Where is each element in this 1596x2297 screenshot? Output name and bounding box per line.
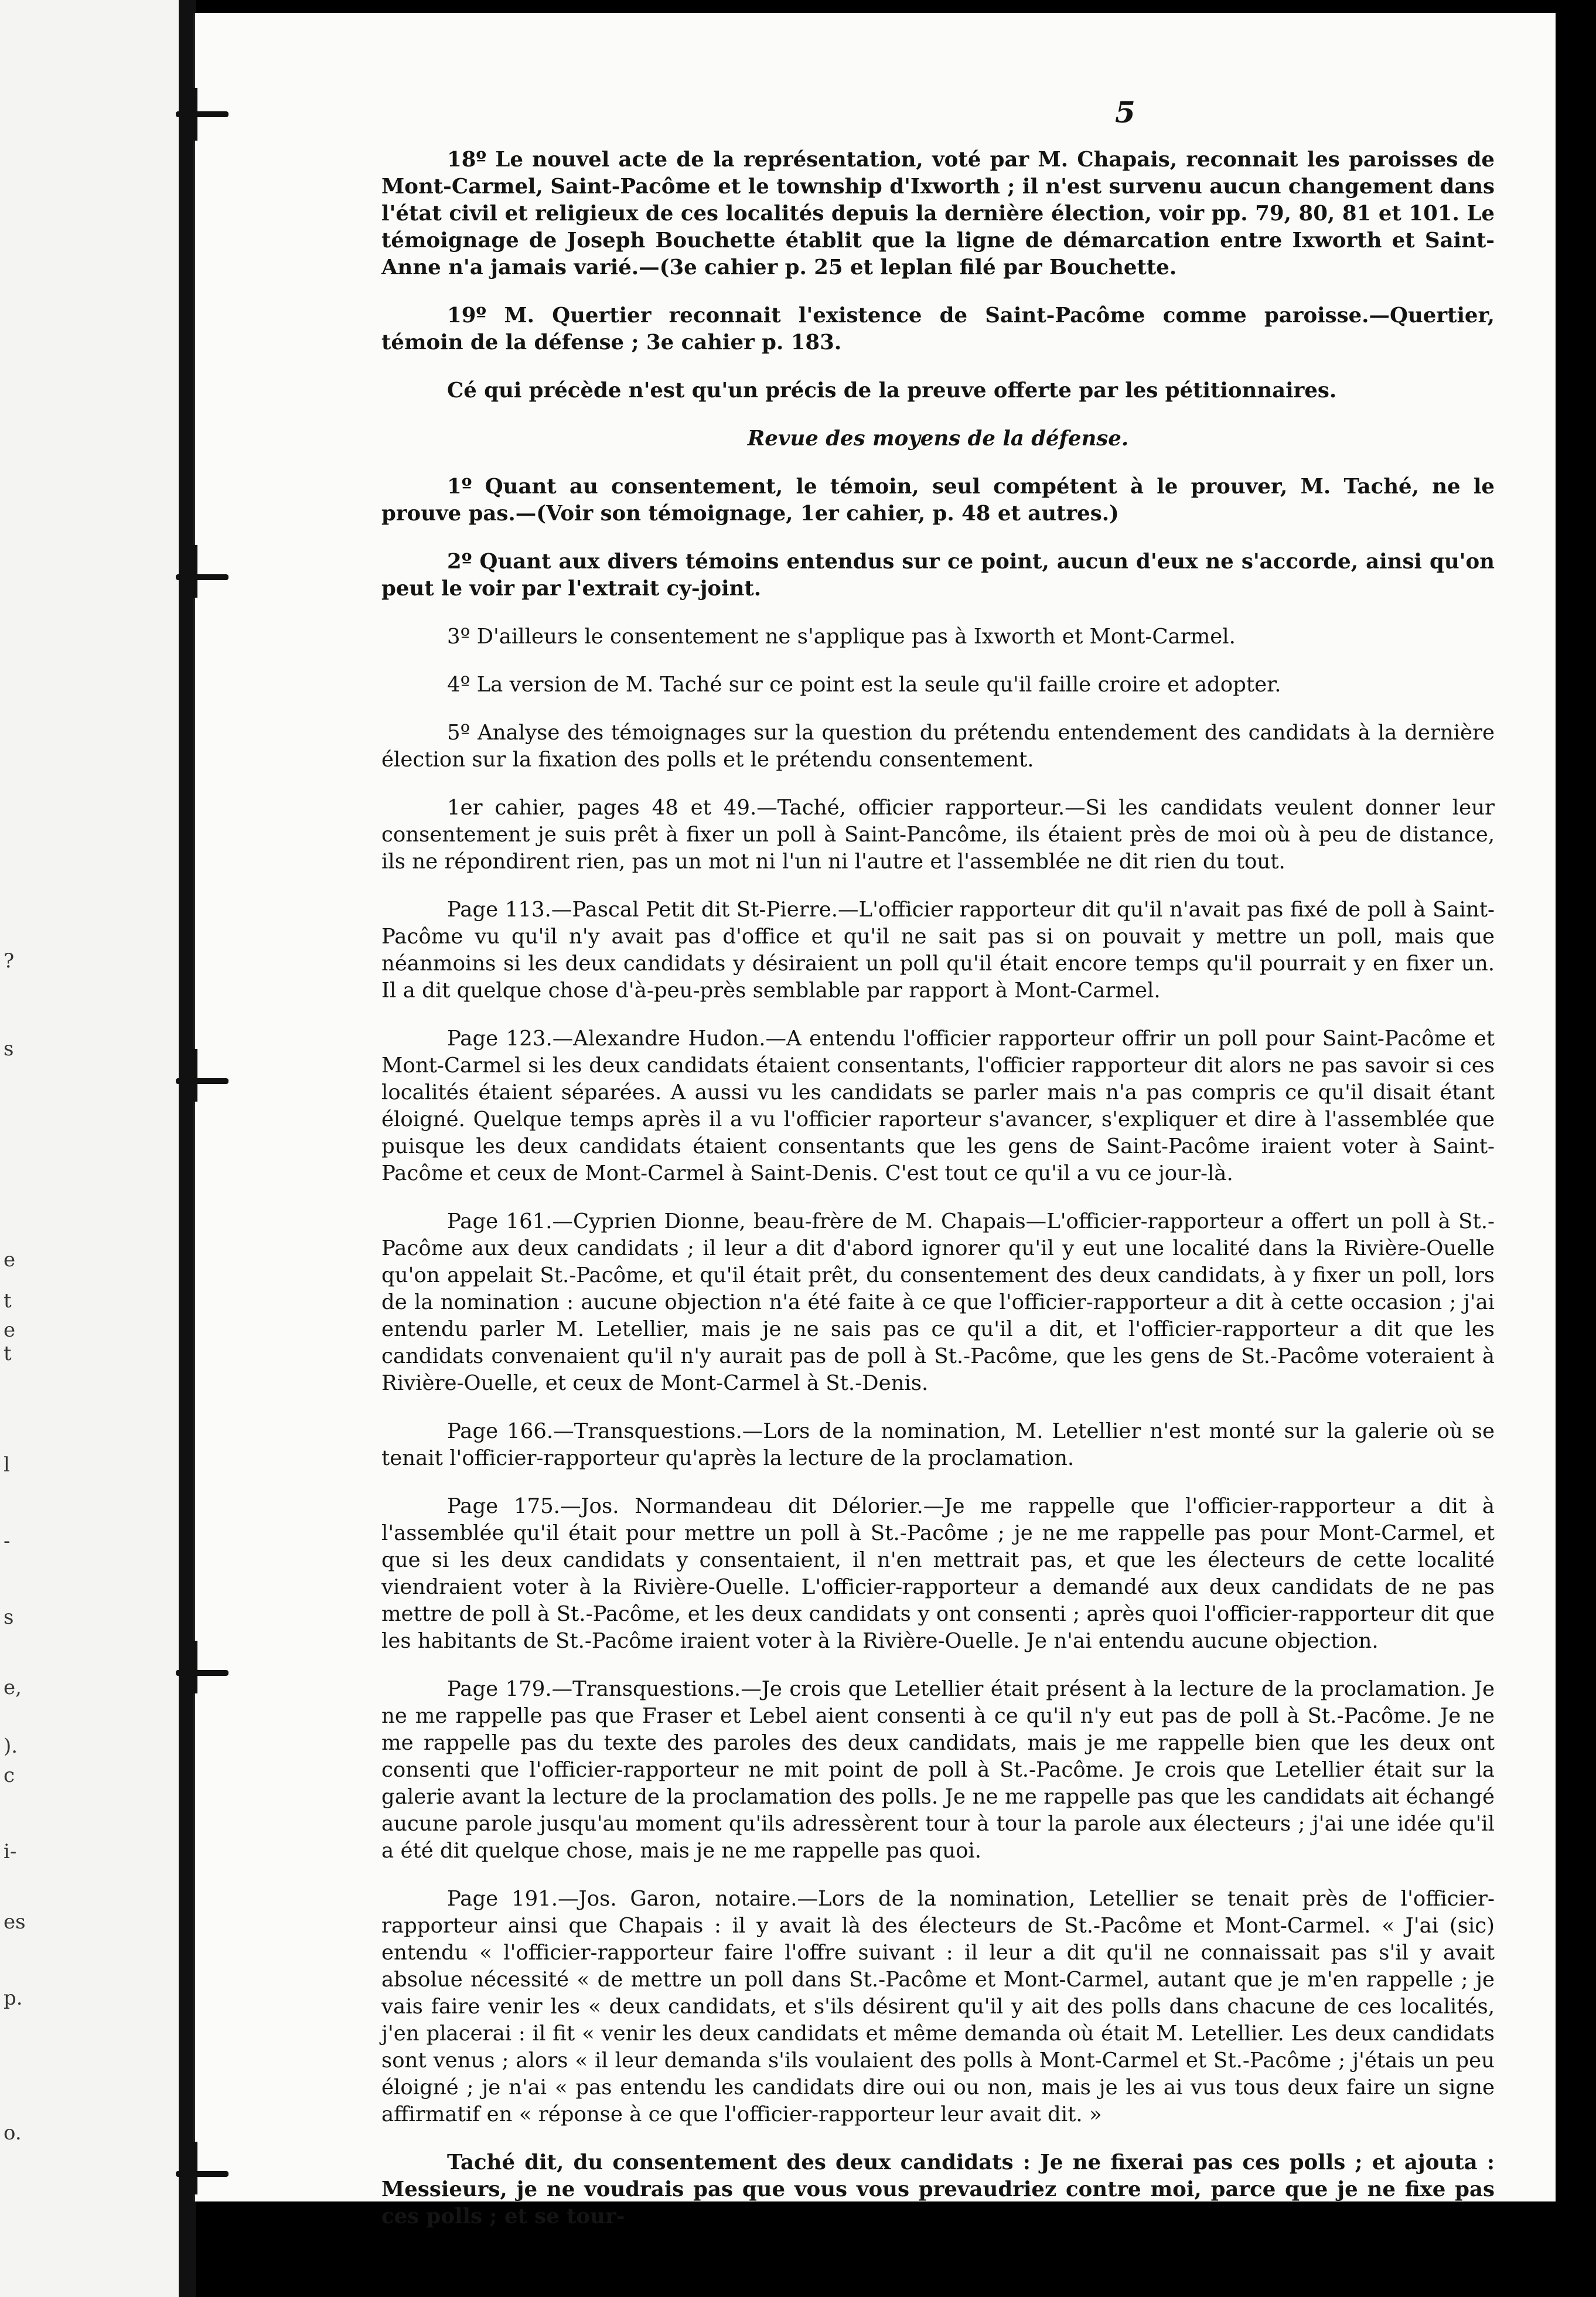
margin-fragment: s: [4, 1606, 14, 1629]
binding-thread: [190, 545, 197, 598]
paragraph-page-166: Page 166.—Transquestions.—Lors de la nomination, M. Letellier n'est monté sur la galerie où se tenait l'officier-rapporteur qu'après la lecture de la proclamation.: [381, 1419, 1495, 1470]
binding-thread: [176, 111, 229, 117]
paragraph-page-191: Page 191.—Jos. Garon, notaire.—Lors de la nomination, Letellier se tenait près de l'officier-rapporteur ainsi que Chapais : il y avait là des électeurs de St.-Pacôme et Mont-Carmel. « J'ai (sic) entendu « l'officier-rapporteur faire l'offre suivant : il leur a dit qu'il ne connaissait pas s'il y avait absolue nécessité « de mettre un poll dans St.-Pacôme et Mont-Carmel, autant que je m'en rappelle ; je vais faire venir les « deux candidats, et s'ils désirent qu'il y ait des polls dans chacune de ces localités, j'en placerai : il fit « venir les deux candidats et même demanda où était M. Letellier. Les deux candidats sont venus ; alors « il leur demanda s'ils voulaient des polls à Mont-Carmel et St.-Pacôme ; j'étais un peu éloigné ; je n'ai « pas entendu les candidats dire oui ou non, mais je les ai vus tous deux faire un signe affirmatif en « réponse à ce que l'officier-rapporteur leur avait dit. »: [381, 1887, 1495, 2126]
section-heading: Revue des moyens de la défense.: [747, 427, 1129, 451]
paragraph-point-3: 3º D'ailleurs le consentement ne s'applique pas à Ixworth et Mont-Carmel.: [447, 625, 1236, 649]
binding-thread: [176, 1078, 229, 1084]
binding-thread: [176, 1670, 229, 1676]
paragraph-page-161: Page 161.—Cyprien Dionne, beau-frère de M. Chapais—L'officier-rapporteur a offert un poll à St.-Pacôme aux deux candidats ; il leur a dit d'abord ignorer qu'il y eut une localité dans la Rivière-Ouelle qu'on appelait St.-Pacôme, et qu'il était prêt, du consentement des deux candidats, à y fixer un poll, lors de la nomination : aucune objection n'a été faite à ce que l'officier-rapporteur a dit à cette occasion ; j'ai entendu parler M. Letellier, mais je ne sais pas ce qu'il a dit, et l'officier-rapporteur a dit que les candidats convenaient qu'il n'y aurait pas de poll à St.-Pacôme, que les gens de St.-Pacôme voteraient à Rivière-Ouelle, et ceux de Mont-Carmel à St.-Denis.: [381, 1209, 1495, 1395]
binding-thread: [190, 1641, 197, 1693]
binding-thread: [190, 2142, 197, 2194]
paragraph-tache: Taché dit, du consentement des deux candidats : Je ne fixerai pas ces polls ; et ajouta : Messieurs, je ne voudrais pas que vous vous prevaudriez contre moi, parce que je ne fixe pas ces polls ; et se tour-: [381, 2151, 1495, 2228]
margin-fragment: e: [4, 1248, 16, 1272]
margin-fragment: t: [4, 1342, 12, 1365]
margin-fragment: i-: [4, 1840, 17, 1863]
paragraph-page-175: Page 175.—Jos. Normandeau dit Délorier.—Je me rappelle que l'officier-rapporteur a dit à l'assemblée qu'il était pour mettre un poll à St.-Pacôme ; je ne me rappelle pas pour Mont-Carmel, et que si les deux candidats y consentaient, il n'en mettrait pas, et que les électeurs de cette localité viendraient voter à la Rivière-Ouelle. L'officier-rapporteur a demandé aux deux candidats de ne pas mettre de poll à St.-Pacôme, et les deux candidats y ont consenti ; après quoi l'officier-rapporteur dit que les habitants de St.-Pacôme iraient voter à la Rivière-Ouelle. Je n'ai entendu aucune objection.: [381, 1494, 1495, 1653]
paragraph-page-113: Page 113.—Pascal Petit dit St-Pierre.—L'officier rapporteur dit qu'il n'avait pas fixé de poll à Saint-Pacôme vu qu'il n'y avait pas d'office et qu'il ne sait pas si on pouvait y mettre un poll, mais que néanmoins si les deux candidats y désiraient un poll qu'il était encore temps qu'il pourrait y en fixer un. Il a dit quelque chose d'à-peu-près semblable par rapport à Mont-Carmel.: [381, 898, 1495, 1003]
margin-fragment: e,: [4, 1676, 22, 1699]
margin-fragment: c: [4, 1764, 15, 1787]
paragraph-point-2: 2º Quant aux divers témoins entendus sur ce point, aucun d'eux ne s'accorde, ainsi qu'on peut le voir par l'extrait cy-joint.: [381, 550, 1495, 601]
paragraph-point-5: 5º Analyse des témoignages sur la question du prétendu entendement des candidats à la dernière élection sur la fixation des polls et le prétendu consentement.: [381, 721, 1495, 772]
margin-fragment: ?: [4, 949, 15, 973]
margin-fragment: e: [4, 1318, 16, 1342]
adjacent-page-strip: [0, 0, 187, 2297]
paragraph-18: 18º Le nouvel acte de la représentation, voté par M. Chapais, reconnait les paroisses de Mont-Carmel, Saint-Pacôme et le township d'Ixworth ; il n'est survenu aucun changement dans l'état civil et religieux de ces localités depuis la dernière élection, voir pp. 79, 80, 81 et 101. Le témoignage de Joseph Bouchette établit que la ligne de démarcation entre Ixworth et Saint-Anne n'a jamais varié.—(3e cahier p. 25 et leplan filé par Bouchette.: [381, 148, 1495, 280]
paragraph-page-123: Page 123.—Alexandre Hudon.—A entendu l'officier rapporteur offrir un poll pour Saint-Pacôme et Mont-Carmel si les deux candidats étaient consentants, l'officier rapporteur dit alors ne pas savoir si ces localités étaient séparées. A aussi vu les candidats se parler mais n'a pas compris ce qu'il disait étant éloigné. Quelque temps après il a vu l'officier raporteur s'avancer, s'expliquer et dire à l'assemblée que puisque les deux candidats étaient consentants que les gens de Saint-Pacôme iraient voter à Saint-Pacôme et ceux de Mont-Carmel à Saint-Denis. C'est tout ce qu'il a vu ce jour-là.: [381, 1027, 1495, 1185]
margin-fragment: ).: [4, 1734, 18, 1758]
margin-fragment: o.: [4, 2121, 22, 2145]
binding-thread: [190, 1049, 197, 1102]
margin-fragment: es: [4, 1910, 26, 1934]
binding-thread: [190, 88, 197, 141]
page-body: [381, 146, 1495, 2251]
binding-thread: [176, 2171, 229, 2177]
margin-fragment: l: [4, 1453, 10, 1477]
paragraph-point-4: 4º La version de M. Taché sur ce point est la seule qu'il faille croire et adopter.: [447, 673, 1281, 697]
document-page: [193, 13, 1556, 2228]
paragraph-precis: Cé qui précède n'est qu'un précis de la preuve offerte par les pétitionnaires.: [447, 379, 1337, 403]
binding-thread: [176, 574, 229, 580]
paragraph-19: 19º M. Quertier reconnait l'existence de Saint-Pacôme comme paroisse.—Quertier, témoin de la défense ; 3e cahier p. 183.: [381, 304, 1495, 355]
margin-fragment: s: [4, 1037, 14, 1061]
margin-fragment: t: [4, 1289, 12, 1313]
paragraph-page-179: Page 179.—Transquestions.—Je crois que Letellier était présent à la lecture de la proclamation. Je ne me rappelle pas que Fraser et Lebel aient consenti à ce qu'il n'y eut pas de poll à St.-Pacôme. Je ne me rappelle pas du texte des paroles des deux candidats, mais je me rappelle bien que les deux ont consenti que l'officier-rapporteur ne mit point de poll à St.-Pacôme. Je crois que Letellier était sur la galerie avant la lecture de la proclamation des polls. Je ne me rappelle pas que les candidats ait échangé aucune parole jusqu'au moment qu'ils adressèrent tour à tour la parole aux électeurs ; j'ai une idée qu'il a été dit quelque chose, mais je ne me rappelle pas quoi.: [381, 1677, 1495, 1863]
paragraph-cahier-48: 1er cahier, pages 48 et 49.—Taché, officier rapporteur.—Si les candidats veulent donner leur consentement je suis prêt à fixer un poll à Saint-Pancôme, ils étaient près de moi où à peu de distance, ils ne répondirent rien, pas un mot ni l'un ni l'autre et l'assemblée ne dit rien du tout.: [381, 796, 1495, 874]
paragraph-point-1: 1º Quant au consentement, le témoin, seul compétent à le prouver, M. Taché, ne le prouve pas.—(Voir son témoignage, 1er cahier, p. 48 et autres.): [381, 475, 1495, 526]
margin-fragment: -: [4, 1529, 11, 1553]
margin-fragment: p.: [4, 1986, 23, 2010]
page-number: 5: [1115, 95, 1135, 129]
